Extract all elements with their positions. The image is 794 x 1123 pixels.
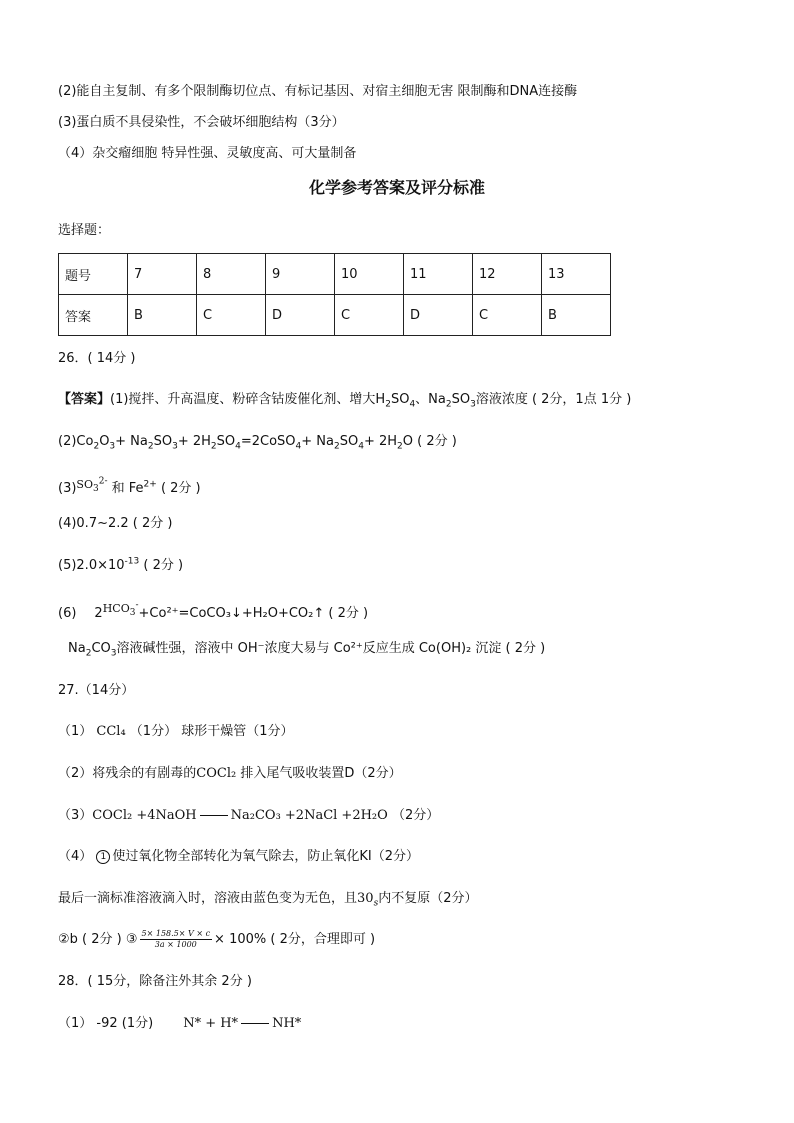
table-cell: B [128,295,197,336]
q27-answer-4c: ②b ( 2分 ) ③ $\frac{5\times 158.5\times V \times c}{3a \times 1000}$ × 100% ( 2分，合理即可 ) [58,929,376,949]
choice-label: 选择题： [58,223,111,238]
table-row-answers [59,295,611,336]
q26-answer-6b: $Na_2CO_3$溶液碱性强，溶液中 OH⁻浓度大易与 Co²⁺反应生成 Co(OH)₂ 沉淀 ( 2分 ) [68,641,546,659]
table-cell: B [542,295,611,336]
table-cell: C [473,295,542,336]
table-cell: D [266,295,335,336]
table-cell: D [404,295,473,336]
table-cell: 11 [404,254,473,295]
q27-answer-2: （2）将残余的有剧毒的COCl₂ 排入尾气吸收装置D（2分） [58,766,402,781]
q26-answer-2: $(2)Co_2O_3+ Na_2SO_3+$ $2H_2SO_4=2CoSO_4+ Na_2SO_4+ 2H_2O$ ( 2分 ) [58,434,457,452]
q28-answer-1: （1） -92 (1分) N* + H* NH* [58,1016,302,1031]
table-header-question: 题号 [59,254,128,295]
table-header-answer: 答案 [59,295,128,336]
q27-heading: 27.（14分） [58,683,135,698]
q26-answer-5: $(5)2.0\times 10^{-13}$ ( 2分 ) [58,556,184,573]
equation-arrow [241,1023,269,1024]
q28-heading: 28．( 15分，除备注外其余 2分 ) [58,974,252,989]
q26-answer-1: 【答案】(1)搅拌、升高温度、粉碎含钴废催化剂、增大$H_2SO_4$、$Na_2SO_3$溶液浓度 ( 2分，1点 1分 ) [58,392,632,410]
bicarbonate-ion-formula: HCO3- [102,600,139,619]
table-cell: 10 [335,254,404,295]
q27-answer-4b: 最后一滴标准溶液滴入时，溶液由蓝色变为无色，且$30_s$内不复原（2分） [58,891,478,909]
q27-answer-3: （3）COCl₂ +4NaOH Na₂CO₃ +2NaCl +2H₂O （2分） [58,808,440,823]
q26-answer-6: (6) $2^{HCO_3^-}+Co^{2+}=CoCO_3↓+H_2O+CO_2↑$ ( 2分 ) [58,600,369,621]
table-cell: 9 [266,254,335,295]
table-cell: 7 [128,254,197,295]
q26-answer-3: $(3)^{SO_3^{2-}}$ 和 $Fe^{2+}$ ( 2分 ) [58,476,201,496]
q26-heading: 26．( 14分 ) [58,351,136,366]
q27-answer-4: （4） 1 使过氧化物全部转化为氧气除去，防止氧化KI（2分） [58,849,420,864]
table-cell: 8 [197,254,266,295]
ccl4-formula: CCl₄ [96,724,126,739]
circled-number-icon: 1 [96,850,110,864]
answer-tag: 【答案】 [58,392,111,407]
page-title: 化学参考答案及评分标准 [308,178,485,197]
answer-table [58,253,611,336]
bio-answer-3: (3)蛋白质不具侵染性，不会破坏细胞结构（3分） [58,115,345,130]
cocl2-formula: COCl₂ [196,766,237,781]
bio-answer-2: (2)能自主复制、有多个限制酶切位点、有标记基因、对宿主细胞无害 限制酶和DNA连接酶 [58,84,578,99]
fraction: $\frac{5\times 158.5\times V \times c}{3a \times 1000}$ [141,929,211,949]
equation-arrow [200,815,228,816]
q26-answer-4: (4)0.7~2.2 ( 2分 ) [58,516,173,531]
table-cell: C [335,295,404,336]
table-cell: 13 [542,254,611,295]
bio-answer-4: （4）杂交瘤细胞 特异性强、灵敏度高、可大量制备 [58,146,357,161]
table-cell: C [197,295,266,336]
sulfite-ion-formula: SO32- [76,476,108,495]
table-row-questions [59,254,611,295]
table-cell: 12 [473,254,542,295]
q27-answer-1: （1） CCl₄ （1分） 球形干燥管（1分） [58,724,294,739]
